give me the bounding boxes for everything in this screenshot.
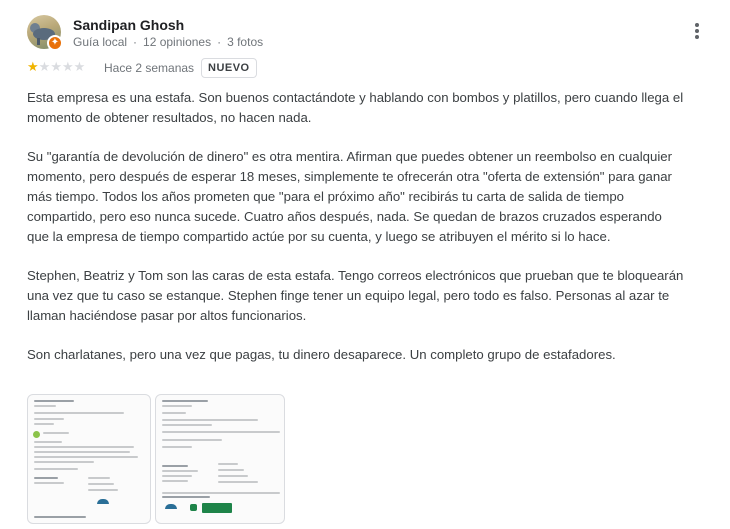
review-paragraph-4: Son charlatanes, pero una vez que pagas, tu dinero desaparece. Un completo grupo de estafadores. [27,347,616,362]
star-icon: ★ [73,59,86,74]
star-icon: ★ [50,59,62,74]
review-date: Hace 2 semanas [104,61,195,75]
more-vert-icon[interactable] [687,21,707,45]
review-header [27,15,707,55]
star-icon: ★ [27,59,39,74]
star-icon: ★ [61,59,74,74]
review-photo-1[interactable] [27,394,151,524]
star-rating [27,59,85,75]
star-icon: ★ [38,59,51,74]
review-paragraph-1: Esta empresa es una estafa. Son buenos contactándote y hablando con bombos y platillos, pero cuando llega el momento de obtener resultados, no hacen nada. [27,90,684,125]
reviewer-role: Guía local [73,35,128,49]
reviewer-meta: Guía local · 12 opiniones · 3 fotos [73,35,264,49]
new-badge: NUEVO [201,58,257,78]
reviewer-name[interactable]: Sandipan Ghosh [73,17,185,33]
review-paragraph-2: Su "garantía de devolución de dinero" es otra mentira. Afirman que puedes obtener un reembolso en cualquier momento, pero después de esperar 18 meses, simplemente te ofrecerán otra "oferta de extensión" para ganar más tiempo. Todos los años prometen que "para el próximo año" recibirás tu carta de salida de tiempo compartido, pero eso nunca sucede. Cuatro años después, nada. Se quedan de brazos cruzados esperando que la empresa de tiempo compartido actúe por su cuenta, y luego se atribuyen el mérito si lo hace. [27,149,672,244]
review-photo-2[interactable] [155,394,285,524]
reviewer-review-count: 12 opiniones [143,35,212,49]
review-paragraph-3: Stephen, Beatriz y Tom son las caras de esta estafa. Tengo correos electrónicos que prueban que te bloquearán una vez que tu caso se estanque. Stephen finge tener un equipo legal, pero todo es falso. Personas al azar te llaman haciéndose pasar por altos funcionarios. [27,268,684,323]
reviewer-photo-count: 3 fotos [227,35,264,49]
local-guide-badge-icon: ✦ [47,35,63,51]
review-text [27,88,687,384]
